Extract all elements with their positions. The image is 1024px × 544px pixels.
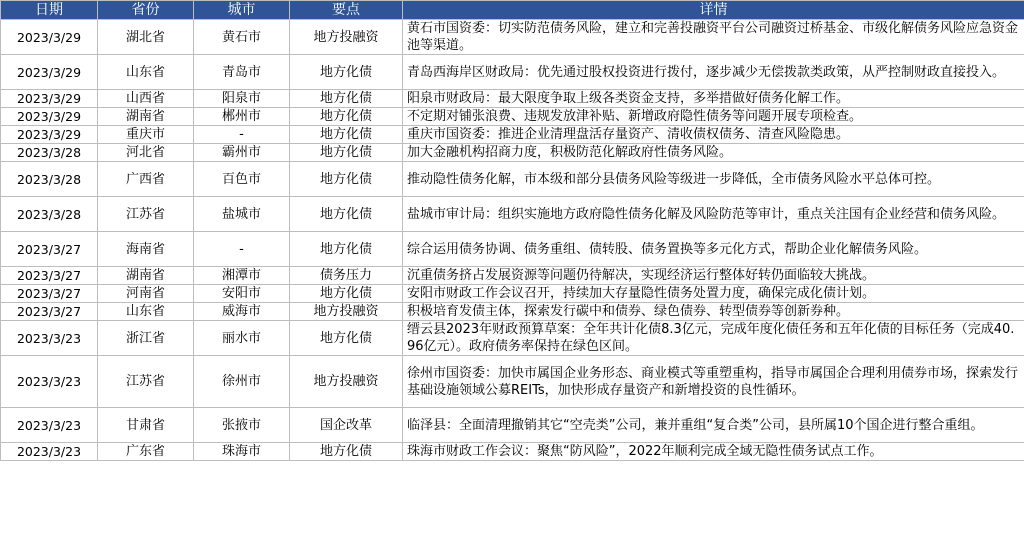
- detail-cell[interactable]: 阳泉市财政局：最大限度争取上级各类资金支持，多举措做好债务化解工作。: [403, 90, 1024, 108]
- detail-cell[interactable]: 重庆市国资委：推进企业清理盘活存量资产、清收债权债务、清查风险隐患。: [403, 126, 1024, 144]
- point-cell[interactable]: 债务压力: [290, 267, 403, 285]
- province-cell[interactable]: 甘肃省: [98, 408, 194, 443]
- table-row: [1, 321, 1024, 356]
- table-row: [1, 285, 1024, 303]
- city-cell[interactable]: 丽水市: [194, 321, 290, 356]
- table-row: [1, 90, 1024, 108]
- date-cell[interactable]: 2023/3/27: [1, 285, 98, 303]
- point-cell[interactable]: 地方化债: [290, 55, 403, 90]
- date-cell[interactable]: 2023/3/28: [1, 197, 98, 232]
- date-cell[interactable]: 2023/3/27: [1, 232, 98, 267]
- point-cell[interactable]: 地方化债: [290, 232, 403, 267]
- point-cell[interactable]: 地方化债: [290, 126, 403, 144]
- table-row: [1, 408, 1024, 443]
- detail-cell[interactable]: 推动隐性债务化解，市本级和部分县债务风险等级进一步降低，全市债务风险水平总体可控。: [403, 162, 1024, 197]
- table-row: [1, 443, 1024, 461]
- province-cell[interactable]: 江苏省: [98, 356, 194, 408]
- province-cell[interactable]: 重庆市: [98, 126, 194, 144]
- date-cell[interactable]: 2023/3/28: [1, 162, 98, 197]
- detail-cell[interactable]: 盐城市审计局：组织实施地方政府隐性债务化解及风险防范等审计，重点关注国有企业经营和债务风险。: [403, 197, 1024, 232]
- header-detail[interactable]: 详情: [403, 1, 1024, 20]
- province-cell[interactable]: 山东省: [98, 55, 194, 90]
- city-cell[interactable]: 徐州市: [194, 356, 290, 408]
- table-row: [1, 162, 1024, 197]
- province-cell[interactable]: 湖南省: [98, 108, 194, 126]
- detail-cell[interactable]: 徐州市国资委：加快市属国企业务形态、商业模式等重塑重构，指导市属国企合理利用债券市场，探索发行基础设施领域公募REITs，加快形成存量资产和新增投资的良性循环。: [403, 356, 1024, 408]
- table-body: [1, 20, 1024, 461]
- province-cell[interactable]: 江苏省: [98, 197, 194, 232]
- date-cell[interactable]: 2023/3/23: [1, 443, 98, 461]
- table-row: [1, 55, 1024, 90]
- city-cell[interactable]: -: [194, 232, 290, 267]
- province-cell[interactable]: 海南省: [98, 232, 194, 267]
- date-cell[interactable]: 2023/3/28: [1, 144, 98, 162]
- point-cell[interactable]: 地方投融资: [290, 356, 403, 408]
- city-cell[interactable]: 珠海市: [194, 443, 290, 461]
- province-cell[interactable]: 山西省: [98, 90, 194, 108]
- city-cell[interactable]: 黄石市: [194, 20, 290, 55]
- detail-cell[interactable]: 沉重债务挤占发展资源等问题仍待解决，实现经济运行整体好转仍面临较大挑战。: [403, 267, 1024, 285]
- city-cell[interactable]: 青岛市: [194, 55, 290, 90]
- table-row: [1, 267, 1024, 285]
- point-cell[interactable]: 地方化债: [290, 285, 403, 303]
- table-row: [1, 144, 1024, 162]
- date-cell[interactable]: 2023/3/29: [1, 108, 98, 126]
- point-cell[interactable]: 地方化债: [290, 321, 403, 356]
- point-cell[interactable]: 地方化债: [290, 144, 403, 162]
- detail-cell[interactable]: 黄石市国资委：切实防范债务风险，建立和完善投融资平台公司融资过桥基金、市级化解债务风险应急资金池等渠道。: [403, 20, 1024, 55]
- city-cell[interactable]: 张掖市: [194, 408, 290, 443]
- point-cell[interactable]: 地方化债: [290, 108, 403, 126]
- city-cell[interactable]: -: [194, 126, 290, 144]
- province-cell[interactable]: 河北省: [98, 144, 194, 162]
- detail-cell[interactable]: 青岛西海岸区财政局：优先通过股权投资进行拨付，逐步减少无偿拨款类政策，从严控制财政直接投入。: [403, 55, 1024, 90]
- detail-cell[interactable]: 综合运用债务协调、债务重组、债转股、债务置换等多元化方式，帮助企业化解债务风险。: [403, 232, 1024, 267]
- point-cell[interactable]: 地方化债: [290, 443, 403, 461]
- table-row: [1, 232, 1024, 267]
- province-cell[interactable]: 广东省: [98, 443, 194, 461]
- province-cell[interactable]: 湖北省: [98, 20, 194, 55]
- city-cell[interactable]: 百色市: [194, 162, 290, 197]
- city-cell[interactable]: 湘潭市: [194, 267, 290, 285]
- detail-cell[interactable]: 临泽县：全面清理撤销其它“空壳类”公司，兼并重组“复合类”公司，县所属10个国企进行整合重组。: [403, 408, 1024, 443]
- city-cell[interactable]: 霸州市: [194, 144, 290, 162]
- province-cell[interactable]: 浙江省: [98, 321, 194, 356]
- date-cell[interactable]: 2023/3/23: [1, 356, 98, 408]
- point-cell[interactable]: 国企改革: [290, 408, 403, 443]
- date-cell[interactable]: 2023/3/23: [1, 321, 98, 356]
- table-row: [1, 20, 1024, 55]
- city-cell[interactable]: 威海市: [194, 303, 290, 321]
- date-cell[interactable]: 2023/3/29: [1, 55, 98, 90]
- detail-cell[interactable]: 不定期对铺张浪费、违规发放津补贴、新增政府隐性债务等问题开展专项检查。: [403, 108, 1024, 126]
- point-cell[interactable]: 地方化债: [290, 197, 403, 232]
- detail-cell[interactable]: 缙云县2023年财政预算草案：全年共计化债8.3亿元，完成年度化债任务和五年化债的目标任务（完成40.96亿元）。政府债务率保持在绿色区间。: [403, 321, 1024, 356]
- point-cell[interactable]: 地方投融资: [290, 20, 403, 55]
- detail-cell[interactable]: 珠海市财政工作会议：聚焦“防风险”，2022年顺利完成全域无隐性债务试点工作。: [403, 443, 1024, 461]
- province-cell[interactable]: 湖南省: [98, 267, 194, 285]
- header-row: [1, 1, 1024, 20]
- detail-cell[interactable]: 积极培育发债主体，探索发行碳中和债券、绿色债券、转型债券等创新券种。: [403, 303, 1024, 321]
- point-cell[interactable]: 地方投融资: [290, 303, 403, 321]
- date-cell[interactable]: 2023/3/23: [1, 408, 98, 443]
- date-cell[interactable]: 2023/3/27: [1, 267, 98, 285]
- header-city[interactable]: 城市: [194, 1, 290, 20]
- table-row: [1, 303, 1024, 321]
- table-row: [1, 108, 1024, 126]
- city-cell[interactable]: 阳泉市: [194, 90, 290, 108]
- date-cell[interactable]: 2023/3/27: [1, 303, 98, 321]
- point-cell[interactable]: 地方化债: [290, 162, 403, 197]
- city-cell[interactable]: 安阳市: [194, 285, 290, 303]
- table-row: [1, 197, 1024, 232]
- city-cell[interactable]: 盐城市: [194, 197, 290, 232]
- point-cell[interactable]: 地方化债: [290, 90, 403, 108]
- header-date[interactable]: 日期: [1, 1, 98, 20]
- detail-cell[interactable]: 安阳市财政工作会议召开，持续加大存量隐性债务处置力度，确保完成化债计划。: [403, 285, 1024, 303]
- table-row: [1, 126, 1024, 144]
- detail-cell[interactable]: 加大金融机构招商力度，积极防范化解政府性债务风险。: [403, 144, 1024, 162]
- header-province[interactable]: 省份: [98, 1, 194, 20]
- province-cell[interactable]: 河南省: [98, 285, 194, 303]
- province-cell[interactable]: 广西省: [98, 162, 194, 197]
- header-point[interactable]: 要点: [290, 1, 403, 20]
- city-cell[interactable]: 郴州市: [194, 108, 290, 126]
- province-cell[interactable]: 山东省: [98, 303, 194, 321]
- table-row: [1, 356, 1024, 408]
- date-cell[interactable]: 2023/3/29: [1, 126, 98, 144]
- date-cell[interactable]: 2023/3/29: [1, 20, 98, 55]
- date-cell[interactable]: 2023/3/29: [1, 90, 98, 108]
